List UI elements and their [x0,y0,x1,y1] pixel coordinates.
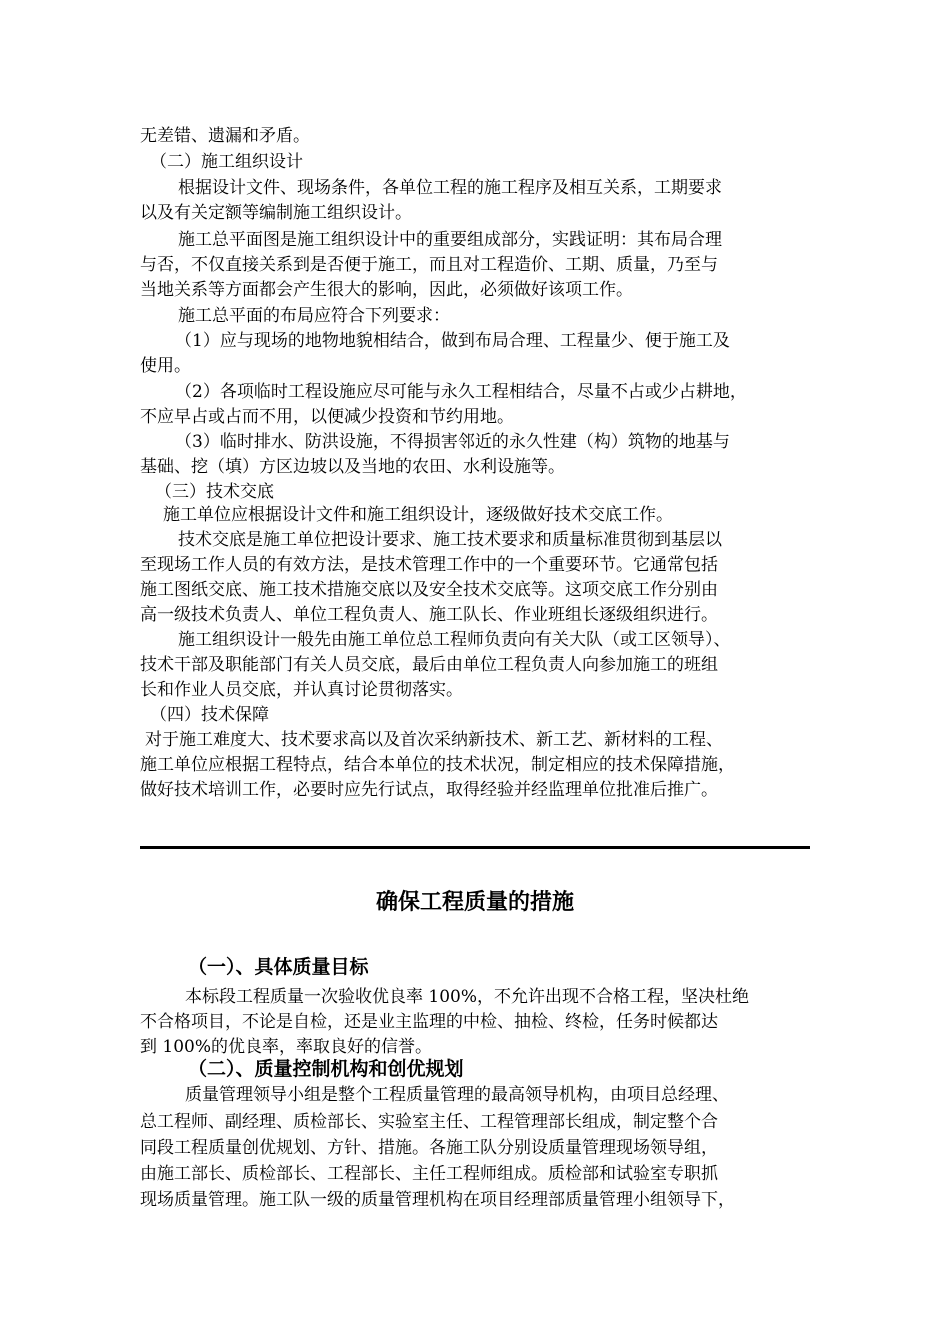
paragraph-line: 施工总平面的布局应符合下列要求： [178,306,450,326]
paragraph-line: 施工图纸交底、施工技术措施交底以及安全技术交底等。这项交底工作分别由 [140,580,718,600]
list-item-line: 基础、挖（填）方区边坡以及当地的农田、水利设施等。 [140,457,565,477]
paragraph-line: 根据设计文件、现场条件，各单位工程的施工程序及相互关系，工期要求 [178,178,722,198]
paragraph-line: 做好技术培训工作，必要时应先行试点，取得经验并经监理单位批准后推广。 [140,780,718,800]
paragraph-line: 总工程师、副经理、质检部长、实验室主任、工程管理部长组成，制定整个合 [140,1112,718,1132]
paragraph-line: 同段工程质量创优规划、方针、措施。各施工队分别设质量管理现场领导组， [140,1138,718,1158]
paragraph-line: 到 100%的优良率，率取良好的信誉。 [140,1037,433,1057]
paragraph-line: 高一级技术负责人、单位工程负责人、施工队长、作业班组长逐级组织进行。 [140,605,718,625]
paragraph-line: 施工组织设计一般先由施工单位总工程师负责向有关大队（或工区领导）、 [178,630,731,650]
paragraph-line: 技术交底是施工单位把设计要求、施工技术要求和质量标准贯彻到基层以 [178,530,722,550]
list-item-line: （1）应与现场的地物地貌相结合，做到布局合理、工程量少、便于施工及 [175,331,730,351]
subheading: （四）技术保障 [150,705,269,725]
paragraph-line: 技术干部及职能部门有关人员交底，最后由单位工程负责人向参加施工的班组 [140,655,718,675]
paragraph-line: 施工单位应根据工程特点，结合本单位的技术状况，制定相应的技术保障措施， [140,755,735,775]
paragraph-line: 以及有关定额等编制施工组织设计。 [140,203,412,223]
list-item-line: 使用。 [140,356,191,376]
section-divider [140,846,810,849]
section-title: 确保工程质量的措施 [375,890,574,915]
subheading: （三）技术交底 [155,482,274,502]
paragraph-line: 本标段工程质量一次验收优良率 100%，不允许出现不合格工程，坚决杜绝 [185,987,750,1007]
paragraph-line: 当地关系等方面都会产生很大的影响，因此，必须做好该项工作。 [140,280,633,300]
paragraph-line: 无差错、遗漏和矛盾。 [140,126,310,146]
heading-quality-goal: （一）、具体质量目标 [188,956,369,978]
paragraph-line: 至现场工作人员的有效方法，是技术管理工作中的一个重要环节。它通常包括 [140,555,718,575]
paragraph-line: 对于施工难度大、技术要求高以及首次采纳新技术、新工艺、新材料的工程、 [145,730,723,750]
paragraph-line: 施工总平面图是施工组织设计中的重要组成部分，实践证明：其布局合理 [178,230,722,250]
list-item-line: （3）临时排水、防洪设施，不得损害邻近的永久性建（构）筑物的地基与 [175,432,730,452]
paragraph-line: 不合格项目，不论是自检，还是业主监理的中检、抽检、终检，任务时候都达 [140,1012,718,1032]
paragraph-line: 现场质量管理。施工队一级的质量管理机构在项目经理部质量管理小组领导下， [140,1190,735,1210]
paragraph-line: 质量管理领导小组是整个工程质量管理的最高领导机构，由项目总经理、 [185,1085,729,1105]
paragraph-line: 长和作业人员交底，并认真讨论贯彻落实。 [140,680,463,700]
paragraph-line: 施工单位应根据设计文件和施工组织设计，逐级做好技术交底工作。 [163,505,673,525]
paragraph-line: 与否，不仅直接关系到是否便于施工，而且对工程造价、工期、质量，乃至与 [140,255,718,275]
paragraph-line: 由施工部长、质检部长、工程部长、主任工程师组成。质检部和试验室专职抓 [140,1164,718,1184]
heading-quality-control: （二）、质量控制机构和创优规划 [188,1058,464,1080]
list-item-line: （2）各项临时工程设施应尽可能与永久工程相结合，尽量不占或少占耕地， [175,382,747,402]
subheading: （二）施工组织设计 [150,152,303,172]
list-item-line: 不应早占或占而不用，以便减少投资和节约用地。 [140,407,514,427]
